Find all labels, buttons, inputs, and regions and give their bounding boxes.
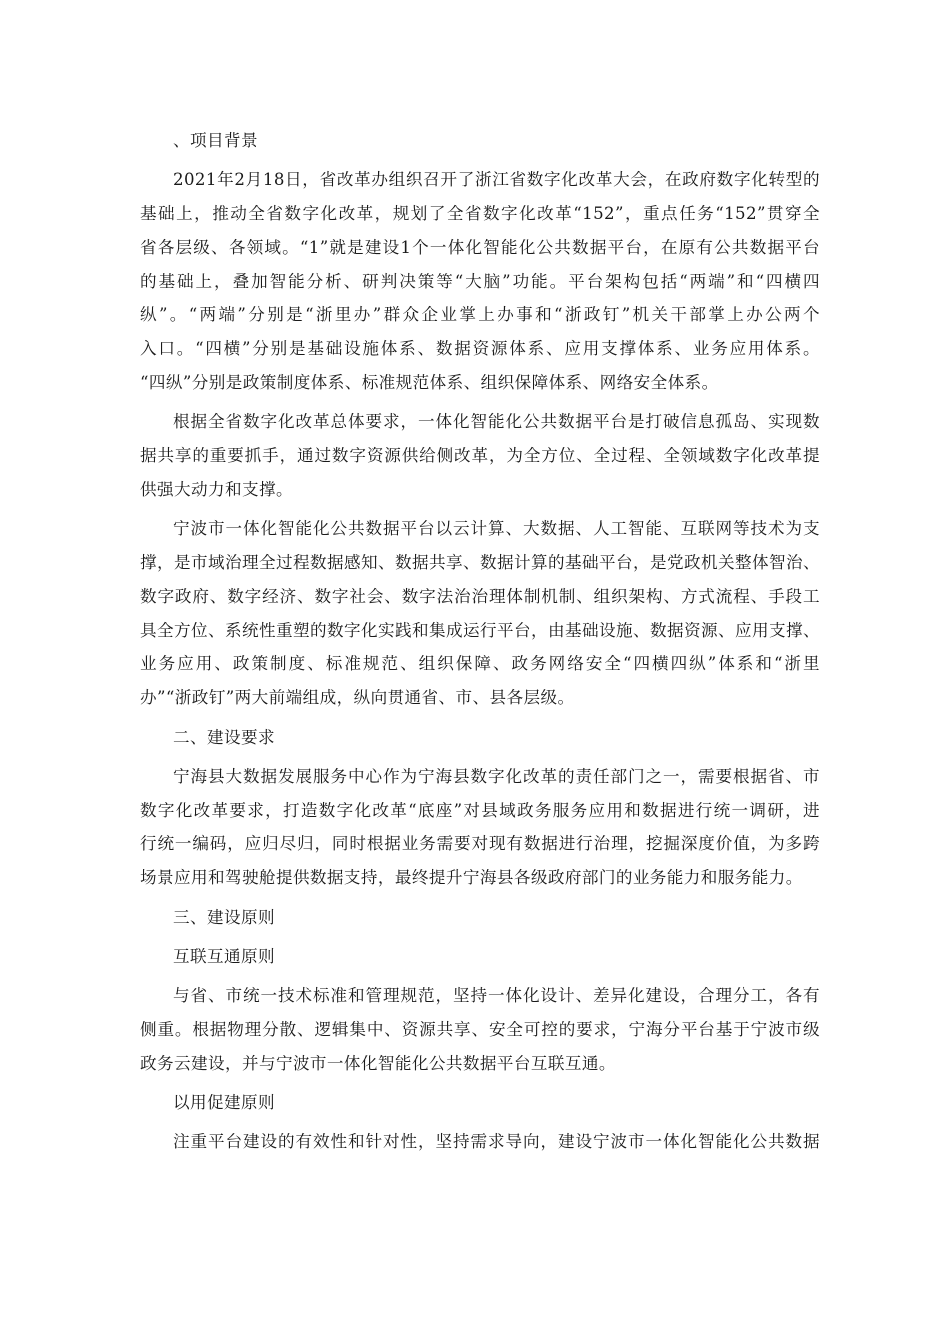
section-heading-principles: 三、建设原则 bbox=[173, 907, 275, 927]
paragraph-line: 政务云建设，并与宁波市一体化智能化公共数据平台互联互通。 bbox=[140, 1053, 616, 1073]
paragraph-line: 宁海县大数据发展服务中心作为宁海县数字化改革的责任部门之一，需要根据省、市 bbox=[173, 766, 820, 786]
paragraph-line: 基础上，推动全省数字化改革，规划了全省数字化改革“152”，重点任务“152”贯穿全 bbox=[140, 204, 820, 224]
paragraph-line: 办”“浙政钉”两大前端组成，纵向贯通省、市、县各层级。 bbox=[140, 688, 575, 708]
paragraph-line: 侧重。根据物理分散、逻辑集中、资源共享、安全可控的要求，宁海分平台基于宁波市级 bbox=[140, 1019, 820, 1039]
paragraph-line: 省各层级、各领域。“1”就是建设1个一体化智能化公共数据平台，在原有公共数据平台 bbox=[140, 237, 820, 257]
paragraph-line: 的基础上，叠加智能分析、研判决策等“大脑”功能。平台架构包括“两端”和“四横四 bbox=[140, 271, 820, 291]
section-heading-background: 、项目背景 bbox=[173, 131, 258, 150]
paragraph-line: 具全方位、系统性重塑的数字化实践和集成运行平台，由基础设施、数据资源、应用支撑、 bbox=[140, 620, 820, 640]
paragraph-line: 2021年2月18日，省改革办组织召开了浙江省数字化改革大会，在政府数字化转型的 bbox=[173, 170, 820, 190]
paragraph-line: 供强大动力和支撑。 bbox=[140, 479, 293, 499]
paragraph-line: 入口。“四横”分别是基础设施体系、数据资源体系、应用支撑体系、业务应用体系。 bbox=[140, 339, 820, 359]
document-body bbox=[140, 124, 820, 1159]
subheading-use-promotes-build: 以用促建原则 bbox=[173, 1093, 275, 1113]
paragraph-line: 根据全省数字化改革总体要求，一体化智能化公共数据平台是打破信息孤岛、实现数 bbox=[173, 412, 820, 432]
paragraph-line: “四纵”分别是政策制度体系、标准规范体系、组织保障体系、网络安全体系。 bbox=[140, 373, 719, 393]
paragraph-overall-requirements bbox=[140, 405, 820, 506]
paragraph-line: 数字化改革要求，打造数字化改革“底座”对县域政务服务应用和数据进行统一调研，进 bbox=[140, 800, 820, 820]
paragraph-line: 注重平台建设的有效性和针对性，坚持需求导向，建设宁波市一体化智能化公共数据 bbox=[173, 1132, 820, 1152]
paragraph-line: 场景应用和驾驶舱提供数据支持，最终提升宁海县各级政府部门的业务能力和服务能力。 bbox=[140, 868, 803, 888]
section-heading-requirements: 二、建设要求 bbox=[173, 727, 275, 747]
paragraph-line: 撑，是市域治理全过程数据感知、数据共享、数据计算的基础平台，是党政机关整体智治、 bbox=[140, 553, 820, 573]
paragraph-ninghai-center bbox=[140, 760, 820, 895]
paragraph-use-promotes-build bbox=[140, 1125, 820, 1159]
paragraph-line: 数字政府、数字经济、数字社会、数字法治治理体制机制、组织架构、方式流程、手段工 bbox=[140, 586, 820, 606]
paragraph-line: 业务应用、政策制度、标准规范、组织保障、政务网络安全“四横四纵”体系和“浙里 bbox=[140, 654, 820, 674]
paragraph-line: 据共享的重要抓手，通过数字资源供给侧改革，为全方位、全过程、全领域数字化改革提 bbox=[140, 446, 820, 466]
paragraph-line: 宁波市一体化智能化公共数据平台以云计算、大数据、人工智能、互联网等技术为支 bbox=[173, 519, 820, 539]
paragraph-line: 与省、市统一技术标准和管理规范，坚持一体化设计、差异化建设，合理分工，各有 bbox=[173, 986, 820, 1006]
paragraph-line: 行统一编码，应归尽归，同时根据业务需要对现有数据进行治理，挖掘深度价值，为多跨 bbox=[140, 834, 820, 854]
subheading-interconnection: 互联互通原则 bbox=[173, 946, 275, 966]
paragraph-interconnection bbox=[140, 979, 820, 1080]
paragraph-ningbo-platform bbox=[140, 512, 820, 715]
paragraph-line: 纵”。“两端”分别是“浙里办”群众企业掌上办事和“浙政钉”机关干部掌上办公两个 bbox=[140, 305, 820, 325]
paragraph-reform-conference bbox=[140, 163, 820, 400]
